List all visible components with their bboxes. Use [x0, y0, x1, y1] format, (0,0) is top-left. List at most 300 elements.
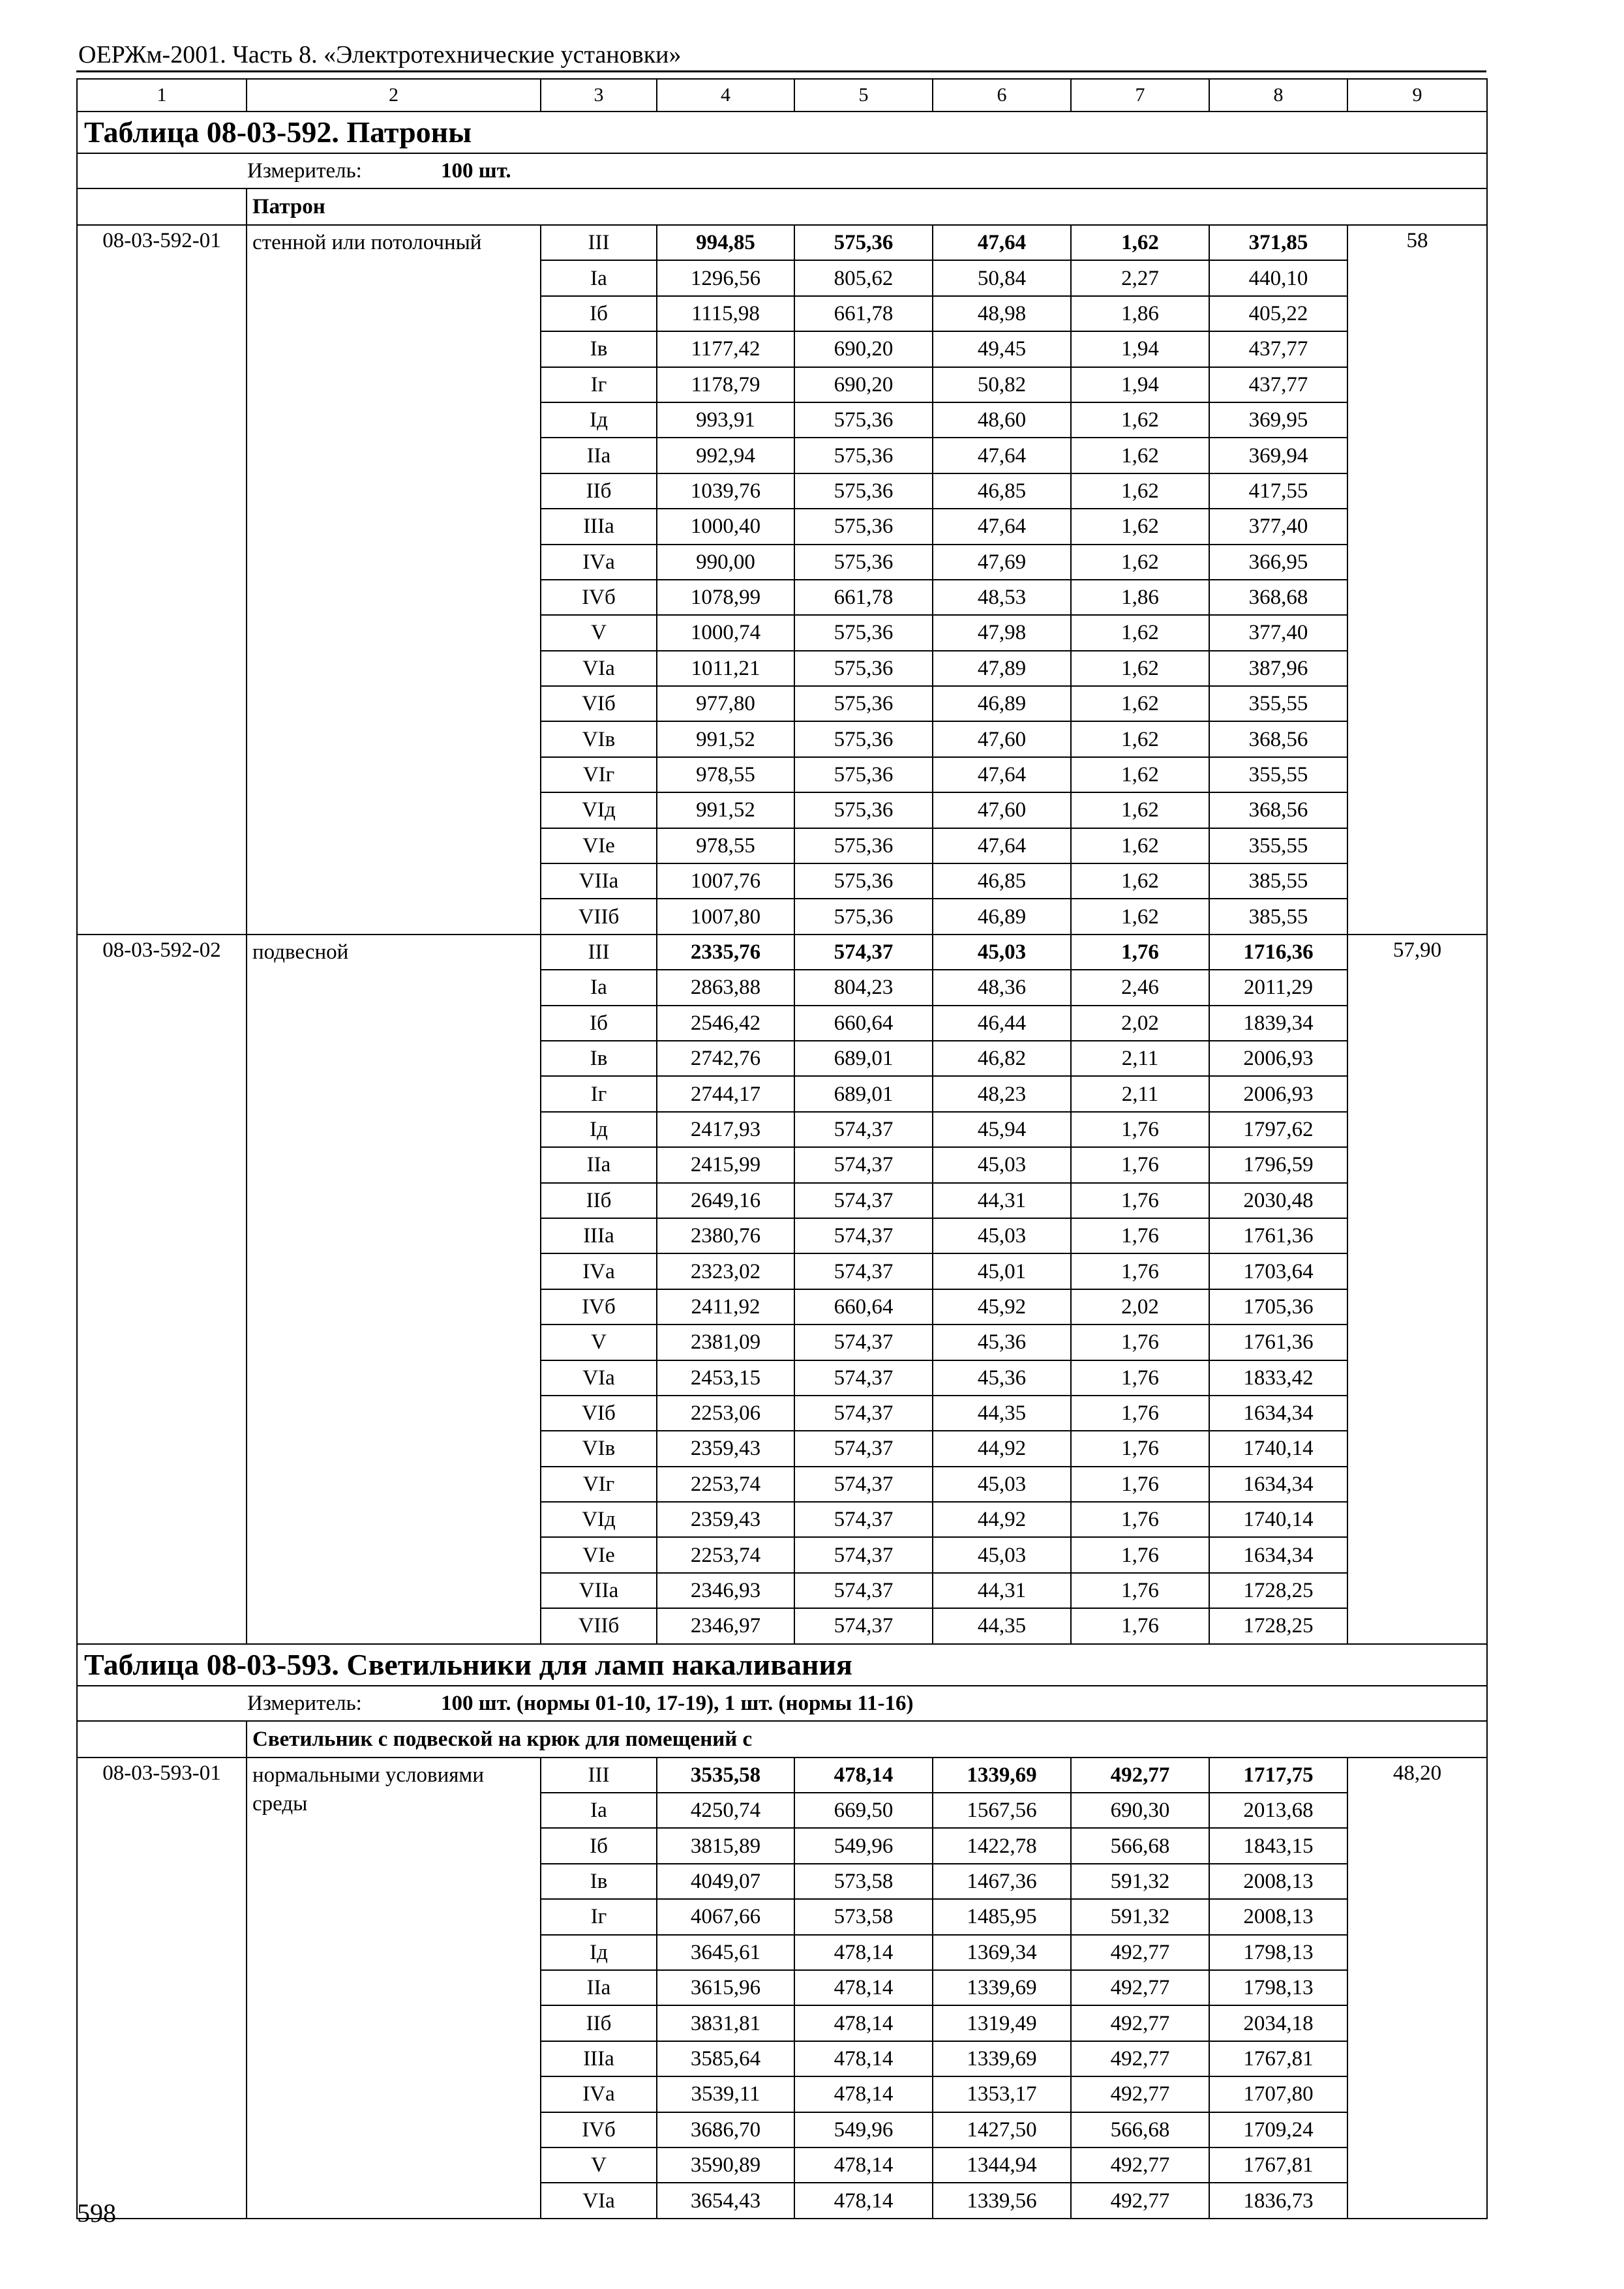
value-cell: 1467,36	[933, 1864, 1071, 1899]
value-cell: 3686,70	[657, 2112, 794, 2147]
value-cell: 45,03	[933, 935, 1071, 970]
value-cell: 1115,98	[657, 296, 794, 331]
value-cell: 574,37	[794, 1608, 933, 1643]
value-cell: 2323,02	[657, 1253, 794, 1289]
value-cell: 574,37	[794, 1147, 933, 1182]
value-cell: 48,23	[933, 1076, 1071, 1111]
zone-cell: IIIа	[541, 509, 657, 544]
value-cell: 1296,56	[657, 260, 794, 295]
value-cell: 47,64	[933, 828, 1071, 863]
zone-cell: VIг	[541, 757, 657, 792]
value-cell: 690,30	[1071, 1793, 1209, 1828]
value-cell: 478,14	[794, 1758, 933, 1793]
value-cell: 1839,34	[1209, 1006, 1347, 1041]
value-cell: 45,01	[933, 1253, 1071, 1289]
value-cell: 3815,89	[657, 1828, 794, 1863]
value-cell: 1761,36	[1209, 1218, 1347, 1253]
value-cell: 573,58	[794, 1899, 933, 1934]
value-cell: 566,68	[1071, 1828, 1209, 1863]
column-number: 6	[933, 79, 1071, 112]
measurer-label: Измеритель:	[247, 1691, 362, 1715]
value-cell: 3831,81	[657, 2005, 794, 2041]
norm-mark: 57,90	[1347, 935, 1487, 1644]
value-cell: 1634,34	[1209, 1537, 1347, 1572]
value-cell: 1,62	[1071, 863, 1209, 899]
value-cell: 1705,36	[1209, 1289, 1347, 1324]
value-cell: 1000,40	[657, 509, 794, 544]
value-cell: 574,37	[794, 1502, 933, 1537]
zone-cell: Iа	[541, 260, 657, 295]
value-cell: 1,94	[1071, 331, 1209, 367]
zone-cell: VIг	[541, 1467, 657, 1502]
value-cell: 47,69	[933, 545, 1071, 580]
value-cell: 368,56	[1209, 721, 1347, 756]
value-cell: 44,92	[933, 1431, 1071, 1466]
value-cell: 492,77	[1071, 2041, 1209, 2076]
value-cell: 2359,43	[657, 1502, 794, 1537]
zone-cell: VIв	[541, 1431, 657, 1466]
zone-cell: VIIа	[541, 863, 657, 899]
zone-cell: V	[541, 615, 657, 650]
value-cell: 574,37	[794, 1396, 933, 1431]
value-cell: 660,64	[794, 1289, 933, 1324]
value-cell: 377,40	[1209, 615, 1347, 650]
value-cell: 48,53	[933, 580, 1071, 615]
value-cell: 1,86	[1071, 296, 1209, 331]
header-rule	[76, 70, 1486, 72]
value-cell: 991,52	[657, 721, 794, 756]
value-cell: 478,14	[794, 2041, 933, 2076]
value-cell: 1843,15	[1209, 1828, 1347, 1863]
value-cell: 1728,25	[1209, 1608, 1347, 1643]
value-cell: 355,55	[1209, 828, 1347, 863]
value-cell: 48,60	[933, 402, 1071, 438]
value-cell: 45,36	[933, 1324, 1071, 1360]
zone-cell: Iа	[541, 970, 657, 1005]
value-cell: 437,77	[1209, 331, 1347, 367]
value-cell: 1797,62	[1209, 1112, 1347, 1147]
value-cell: 575,36	[794, 651, 933, 686]
value-cell: 549,96	[794, 2112, 933, 2147]
value-cell: 368,56	[1209, 792, 1347, 828]
column-number: 7	[1071, 79, 1209, 112]
value-cell: 575,36	[794, 225, 933, 260]
value-cell: 978,55	[657, 757, 794, 792]
value-cell: 46,82	[933, 1041, 1071, 1076]
value-cell: 369,95	[1209, 402, 1347, 438]
value-cell: 1,76	[1071, 1396, 1209, 1431]
zone-cell: IVб	[541, 1289, 657, 1324]
value-cell: 1,76	[1071, 1218, 1209, 1253]
value-cell: 1,62	[1071, 615, 1209, 650]
value-cell: 1740,14	[1209, 1431, 1347, 1466]
value-cell: 1703,64	[1209, 1253, 1347, 1289]
zone-cell: IVа	[541, 2076, 657, 2112]
zone-cell: VIе	[541, 828, 657, 863]
value-cell: 2411,92	[657, 1289, 794, 1324]
value-cell: 47,64	[933, 509, 1071, 544]
value-cell: 2346,97	[657, 1608, 794, 1643]
value-cell: 440,10	[1209, 260, 1347, 295]
value-cell: 1177,42	[657, 331, 794, 367]
value-cell: 2546,42	[657, 1006, 794, 1041]
value-cell: 387,96	[1209, 651, 1347, 686]
value-cell: 2,11	[1071, 1041, 1209, 1076]
value-cell: 1000,74	[657, 615, 794, 650]
value-cell: 50,82	[933, 367, 1071, 402]
value-cell: 1761,36	[1209, 1324, 1347, 1360]
value-cell: 47,64	[933, 757, 1071, 792]
zone-cell: VIа	[541, 2183, 657, 2218]
value-cell: 47,60	[933, 792, 1071, 828]
value-cell: 478,14	[794, 2076, 933, 2112]
value-cell: 2030,48	[1209, 1183, 1347, 1218]
value-cell: 2,02	[1071, 1006, 1209, 1041]
table-title: Таблица 08-03-592. Патроны	[77, 112, 1487, 153]
table-title-row	[77, 112, 1487, 153]
value-cell: 1,76	[1071, 1573, 1209, 1608]
value-cell: 591,32	[1071, 1899, 1209, 1934]
value-cell: 4067,66	[657, 1899, 794, 1934]
value-cell: 1,76	[1071, 1253, 1209, 1289]
zone-cell: IIб	[541, 2005, 657, 2041]
norm-mark: 48,20	[1347, 1758, 1487, 2219]
value-cell: 45,92	[933, 1289, 1071, 1324]
value-cell: 977,80	[657, 686, 794, 721]
value-cell: 1,94	[1071, 367, 1209, 402]
value-cell: 1716,36	[1209, 935, 1347, 970]
measurer-cell	[77, 153, 1487, 188]
column-number: 8	[1209, 79, 1347, 112]
value-cell: 2006,93	[1209, 1076, 1347, 1111]
measurer-row	[77, 153, 1487, 188]
value-cell: 574,37	[794, 1183, 933, 1218]
value-cell: 2359,43	[657, 1431, 794, 1466]
zone-cell: Iб	[541, 1006, 657, 1041]
value-cell: 574,37	[794, 1537, 933, 1572]
value-cell: 2,02	[1071, 1289, 1209, 1324]
value-cell: 44,31	[933, 1183, 1071, 1218]
value-cell: 3645,61	[657, 1935, 794, 1970]
zone-cell: V	[541, 2147, 657, 2183]
value-cell: 48,98	[933, 296, 1071, 331]
value-cell: 2863,88	[657, 970, 794, 1005]
value-cell: 478,14	[794, 2183, 933, 2218]
table-row	[77, 935, 1487, 970]
value-cell: 2453,15	[657, 1360, 794, 1396]
zone-cell: VIд	[541, 1502, 657, 1537]
zone-cell: IIа	[541, 1147, 657, 1182]
value-cell: 991,52	[657, 792, 794, 828]
value-cell: 575,36	[794, 899, 933, 934]
value-cell: 3539,11	[657, 2076, 794, 2112]
value-cell: 45,03	[933, 1537, 1071, 1572]
value-cell: 574,37	[794, 1467, 933, 1502]
value-cell: 492,77	[1071, 2005, 1209, 2041]
value-cell: 2380,76	[657, 1218, 794, 1253]
zone-cell: VIв	[541, 721, 657, 756]
measurer-value: 100 шт. (нормы 01-10, 17-19), 1 шт. (нормы 11-16)	[441, 1691, 914, 1715]
value-cell: 366,95	[1209, 545, 1347, 580]
value-cell: 1709,24	[1209, 2112, 1347, 2147]
value-cell: 1427,50	[933, 2112, 1071, 2147]
value-cell: 1,76	[1071, 1431, 1209, 1466]
value-cell: 591,32	[1071, 1864, 1209, 1899]
value-cell: 2034,18	[1209, 2005, 1347, 2041]
value-cell: 575,36	[794, 792, 933, 828]
zone-cell: Iд	[541, 1935, 657, 1970]
value-cell: 2,46	[1071, 970, 1209, 1005]
value-cell: 1,62	[1071, 686, 1209, 721]
value-cell: 575,36	[794, 757, 933, 792]
value-cell: 978,55	[657, 828, 794, 863]
value-cell: 2008,13	[1209, 1899, 1347, 1934]
value-cell: 1,76	[1071, 935, 1209, 970]
value-cell: 1,62	[1071, 509, 1209, 544]
value-cell: 1717,75	[1209, 1758, 1347, 1793]
column-number: 1	[77, 79, 247, 112]
value-cell: 385,55	[1209, 899, 1347, 934]
subheader-row	[77, 1721, 1487, 1758]
value-cell: 993,91	[657, 402, 794, 438]
value-cell: 1,62	[1071, 792, 1209, 828]
value-cell: 2346,93	[657, 1573, 794, 1608]
value-cell: 1833,42	[1209, 1360, 1347, 1396]
value-cell: 575,36	[794, 721, 933, 756]
table-title-row	[77, 1644, 1487, 1686]
column-number: 5	[794, 79, 933, 112]
value-cell: 1,76	[1071, 1324, 1209, 1360]
subheader: Патрон	[247, 188, 1487, 225]
value-cell: 478,14	[794, 2147, 933, 2183]
zone-cell: Iв	[541, 1041, 657, 1076]
zone-cell: VIб	[541, 1396, 657, 1431]
value-cell: 45,94	[933, 1112, 1071, 1147]
value-cell: 45,36	[933, 1360, 1071, 1396]
column-number: 3	[541, 79, 657, 112]
value-cell: 661,78	[794, 580, 933, 615]
norm-code: 08-03-592-01	[77, 225, 247, 935]
measurer-row	[77, 1686, 1487, 1721]
value-cell: 1,76	[1071, 1112, 1209, 1147]
zone-cell: VIIа	[541, 1573, 657, 1608]
value-cell: 1,76	[1071, 1467, 1209, 1502]
value-cell: 1422,78	[933, 1828, 1071, 1863]
value-cell: 1,86	[1071, 580, 1209, 615]
value-cell: 669,50	[794, 1793, 933, 1828]
value-cell: 1,62	[1071, 545, 1209, 580]
column-number-row	[77, 79, 1487, 112]
column-number: 4	[657, 79, 794, 112]
value-cell: 1078,99	[657, 580, 794, 615]
value-cell: 1369,34	[933, 1935, 1071, 1970]
value-cell: 1,76	[1071, 1608, 1209, 1643]
value-cell: 48,36	[933, 970, 1071, 1005]
zone-cell: VIе	[541, 1537, 657, 1572]
value-cell: 46,89	[933, 899, 1071, 934]
value-cell: 44,35	[933, 1608, 1071, 1643]
zone-cell: Iд	[541, 402, 657, 438]
value-cell: 1039,76	[657, 473, 794, 509]
value-cell: 47,98	[933, 615, 1071, 650]
subheader-spacer	[77, 188, 247, 225]
value-cell: 1,76	[1071, 1360, 1209, 1396]
value-cell: 2253,74	[657, 1537, 794, 1572]
value-cell: 385,55	[1209, 863, 1347, 899]
value-cell: 575,36	[794, 509, 933, 544]
value-cell: 2008,13	[1209, 1864, 1347, 1899]
value-cell: 46,44	[933, 1006, 1071, 1041]
value-cell: 1798,13	[1209, 1935, 1347, 1970]
value-cell: 575,36	[794, 545, 933, 580]
value-cell: 574,37	[794, 1360, 933, 1396]
zone-cell: VIа	[541, 1360, 657, 1396]
value-cell: 2335,76	[657, 935, 794, 970]
value-cell: 1728,25	[1209, 1573, 1347, 1608]
value-cell: 1339,56	[933, 2183, 1071, 2218]
table-title: Таблица 08-03-593. Светильники для ламп накаливания	[77, 1644, 1487, 1686]
value-cell: 4250,74	[657, 1793, 794, 1828]
value-cell: 661,78	[794, 296, 933, 331]
value-cell: 1,62	[1071, 225, 1209, 260]
value-cell: 45,03	[933, 1218, 1071, 1253]
zone-cell: III	[541, 1758, 657, 1793]
value-cell: 45,03	[933, 1147, 1071, 1182]
value-cell: 492,77	[1071, 1758, 1209, 1793]
value-cell: 2253,74	[657, 1467, 794, 1502]
zone-cell: IIIа	[541, 1218, 657, 1253]
value-cell: 3535,58	[657, 1758, 794, 1793]
zone-cell: IIб	[541, 1183, 657, 1218]
value-cell: 574,37	[794, 1324, 933, 1360]
value-cell: 2381,09	[657, 1324, 794, 1360]
value-cell: 1836,73	[1209, 2183, 1347, 2218]
value-cell: 1,62	[1071, 402, 1209, 438]
value-cell: 2649,16	[657, 1183, 794, 1218]
norm-code: 08-03-593-01	[77, 1758, 247, 2219]
zone-cell: Iг	[541, 1076, 657, 1111]
norm-name: подвесной	[247, 935, 541, 1644]
value-cell: 1796,59	[1209, 1147, 1347, 1182]
value-cell: 1339,69	[933, 1970, 1071, 2005]
value-cell: 1740,14	[1209, 1502, 1347, 1537]
value-cell: 492,77	[1071, 1970, 1209, 2005]
norm-name: стенной или потолочный	[247, 225, 541, 935]
value-cell: 574,37	[794, 1112, 933, 1147]
page-number: 598	[77, 2198, 116, 2228]
measurer-cell	[77, 1686, 1487, 1721]
value-cell: 1634,34	[1209, 1396, 1347, 1431]
value-cell: 492,77	[1071, 2147, 1209, 2183]
value-cell: 1567,56	[933, 1793, 1071, 1828]
value-cell: 3590,89	[657, 2147, 794, 2183]
value-cell: 44,31	[933, 1573, 1071, 1608]
value-cell: 1634,34	[1209, 1467, 1347, 1502]
value-cell: 574,37	[794, 1431, 933, 1466]
value-cell: 2013,68	[1209, 1793, 1347, 1828]
value-cell: 369,94	[1209, 438, 1347, 473]
value-cell: 574,37	[794, 1218, 933, 1253]
zone-cell: VIб	[541, 686, 657, 721]
value-cell: 1,76	[1071, 1502, 1209, 1537]
zone-cell: IVб	[541, 580, 657, 615]
value-cell: 2,27	[1071, 260, 1209, 295]
value-cell: 405,22	[1209, 296, 1347, 331]
value-cell: 437,77	[1209, 367, 1347, 402]
zone-cell: III	[541, 935, 657, 970]
value-cell: 573,58	[794, 1864, 933, 1899]
value-cell: 2,11	[1071, 1076, 1209, 1111]
zone-cell: Iб	[541, 1828, 657, 1863]
value-cell: 575,36	[794, 402, 933, 438]
value-cell: 1,62	[1071, 651, 1209, 686]
value-cell: 575,36	[794, 686, 933, 721]
value-cell: 1339,69	[933, 1758, 1071, 1793]
value-cell: 49,45	[933, 331, 1071, 367]
value-cell: 549,96	[794, 1828, 933, 1863]
value-cell: 805,62	[794, 260, 933, 295]
zone-cell: Iд	[541, 1112, 657, 1147]
value-cell: 4049,07	[657, 1864, 794, 1899]
table-row	[77, 225, 1487, 260]
zone-cell: Iб	[541, 296, 657, 331]
value-cell: 1178,79	[657, 367, 794, 402]
value-cell: 3615,96	[657, 1970, 794, 2005]
value-cell: 1,62	[1071, 438, 1209, 473]
value-cell: 355,55	[1209, 686, 1347, 721]
value-cell: 1,62	[1071, 473, 1209, 509]
value-cell: 46,85	[933, 863, 1071, 899]
norm-code: 08-03-592-02	[77, 935, 247, 1644]
value-cell: 1007,76	[657, 863, 794, 899]
value-cell: 1485,95	[933, 1899, 1071, 1934]
zone-cell: III	[541, 225, 657, 260]
zone-cell: VIа	[541, 651, 657, 686]
value-cell: 47,60	[933, 721, 1071, 756]
value-cell: 994,85	[657, 225, 794, 260]
value-cell: 1011,21	[657, 651, 794, 686]
zone-cell: IIб	[541, 473, 657, 509]
value-cell: 492,77	[1071, 1935, 1209, 1970]
zone-cell: Iг	[541, 367, 657, 402]
value-cell: 1,76	[1071, 1147, 1209, 1182]
column-number: 9	[1347, 79, 1487, 112]
value-cell: 1,62	[1071, 899, 1209, 934]
value-cell: 368,68	[1209, 580, 1347, 615]
zone-cell: VIIб	[541, 899, 657, 934]
measurer-label: Измеритель:	[247, 159, 362, 183]
zone-cell: Iа	[541, 1793, 657, 1828]
value-cell: 2417,93	[657, 1112, 794, 1147]
zone-cell: VIIб	[541, 1608, 657, 1643]
value-cell: 1,62	[1071, 757, 1209, 792]
value-cell: 47,64	[933, 438, 1071, 473]
value-cell: 1339,69	[933, 2041, 1071, 2076]
zone-cell: IIIа	[541, 2041, 657, 2076]
value-cell: 2742,76	[657, 1041, 794, 1076]
value-cell: 690,20	[794, 367, 933, 402]
value-cell: 46,85	[933, 473, 1071, 509]
zone-cell: Iг	[541, 1899, 657, 1934]
zone-cell: IVб	[541, 2112, 657, 2147]
value-cell: 478,14	[794, 1935, 933, 1970]
value-cell: 47,89	[933, 651, 1071, 686]
zone-cell: IIа	[541, 1970, 657, 2005]
page-header: ОЕРЖм-2001. Часть 8. «Электротехнические установки»	[78, 41, 682, 68]
value-cell: 2253,06	[657, 1396, 794, 1431]
zone-cell: Iв	[541, 331, 657, 367]
norm-mark: 58	[1347, 225, 1487, 935]
